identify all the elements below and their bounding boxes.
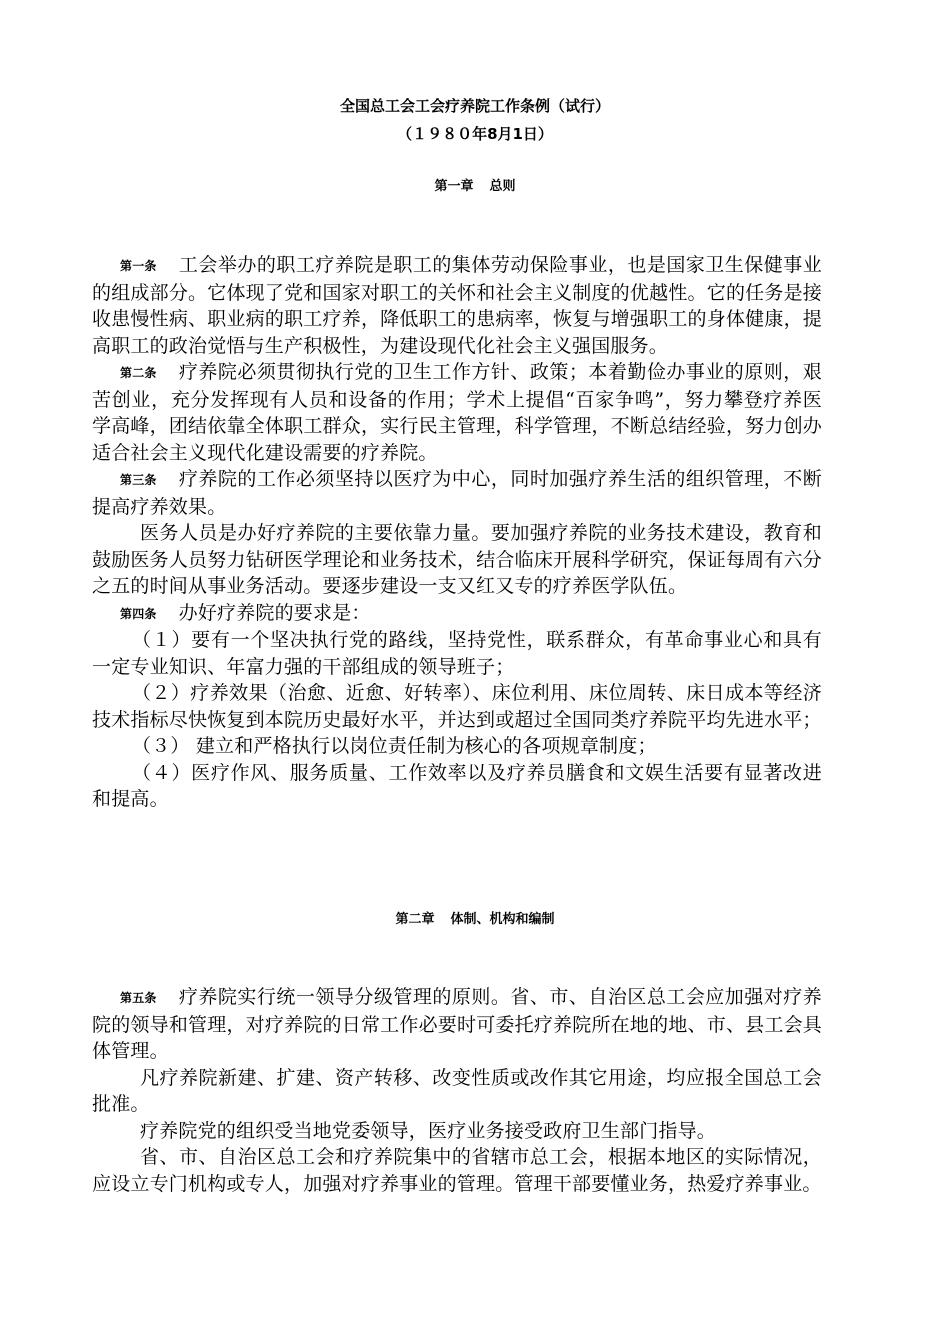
article-5-paragraph-2: 凡疗养院新建、扩建、资产转移、改变性质或改作其它用途，均应报全国总工会批准。 [92, 1066, 822, 1115]
chapter-name: 体制、机构和编制 [450, 912, 555, 927]
article-5-paragraph-3: 疗养院党的组织受当地党委领导，医疗业务接受政府卫生部门指导。 [140, 1119, 717, 1142]
article-label: 第五条 [120, 991, 157, 1005]
article-label: 第四条 [120, 606, 157, 621]
article-4 [92, 600, 822, 628]
article-text: 疗养院必须贯彻执行党的卫生工作方针、政策；本着勤俭办事业的原则，艰苦创业，充分发挥现有人员和设备的作用；学术上提倡“百家争鸣”，努力攀登疗养医学高峰，团结依靠全体职工群众，实行民主管理，科学管理，不断总结经验，努力创办适合社会主义现代化建设需要的疗养院。 [92, 361, 822, 464]
chapter-number: 第一章 [434, 179, 474, 194]
article-4-item-1: （１）要有一个坚决执行党的路线，坚持党性，联系群众，有革命事业心和具有一定专业知识、年富力强的干部组成的领导班子； [92, 629, 822, 678]
article-label: 第二条 [120, 366, 157, 380]
article-4-item-2: （２）疗养效果（治愈、近愈、好转率）、床位利用、床位周转、床日成本等经济技术指标尽快恢复到本院历史最好水平，并达到或超过全国同类疗养院平均先进水平； [92, 682, 822, 731]
document-date: （１９８０年8月1日） [397, 125, 553, 143]
chapter-number: 第二章 [395, 912, 435, 927]
chapter-1-heading [0, 178, 950, 196]
article-text: 疗养院实行统一领导分级管理的原则。省、市、自治区总工会应加强对疗养院的领导和管理，对疗养院的日常工作必要时可委托疗养院所在地的地、市、县工会具体管理。 [92, 986, 822, 1062]
article-label: 第三条 [120, 473, 157, 487]
article-2 [92, 359, 822, 466]
article-text: 疗养院的工作必须坚持以医疗为中心，同时加强疗养生活的组织管理，不断提高疗养效果。 [92, 468, 822, 518]
chapter-1-body [92, 252, 822, 813]
article-text: 办好疗养院的要求是： [178, 601, 371, 624]
article-label: 第一条 [120, 259, 157, 273]
article-5-paragraph-4: 省、市、自治区总工会和疗养院集中的省辖市总工会，根据本地区的实际情况，应设立专门机构或专人，加强对疗养事业的管理。管理干部要懂业务，热爱疗养事业。 [92, 1146, 822, 1195]
article-4-item-4: （４）医疗作风、服务质量、工作效率以及疗养员膳食和文娱生活要有显著改进和提高。 [92, 761, 822, 810]
article-text: 工会举办的职工疗养院是职工的集体劳动保险事业，也是国家卫生保健事业的组成部分。它体现了党和国家对职工的关怀和社会主义制度的优越性。它的任务是接收患慢性病、职业病的职工疗养，降低职工的患病率，恢复与增强职工的身体健康，提高职工的政治觉悟与生产积极性，为建设现代化社会主义强国服务。 [92, 254, 822, 357]
article-1 [92, 252, 822, 359]
chapter-name: 总则 [489, 179, 516, 194]
article-4-item-3: （３） 建立和严格执行以岗位责任制为核心的各项规章制度； [132, 735, 657, 757]
chapter-2-heading [0, 911, 950, 929]
article-3-paragraph-2: 医务人员是办好疗养院的主要依靠力量。要加强疗养院的业务技术建设，教育和鼓励医务人员努力钻研医学理论和业务技术，结合临床开展科学研究，保证每周有六分之五的时间从事业务活动。要逐步建设一支又红又专的疗养医学队伍。 [92, 522, 822, 597]
chapter-2-body [92, 984, 822, 1197]
article-5 [92, 984, 822, 1065]
document-title: 全国总工会工会疗养院工作条例（试行） [339, 97, 610, 115]
article-3 [92, 466, 822, 520]
